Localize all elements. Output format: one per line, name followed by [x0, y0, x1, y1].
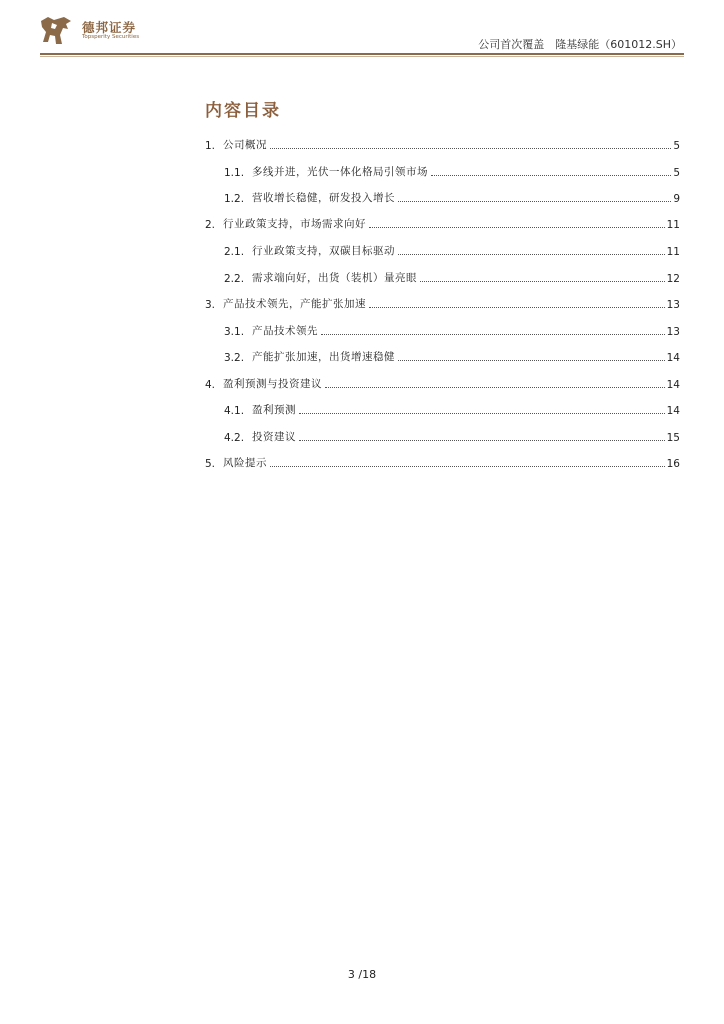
toc-entry-label: 行业政策支持，双碳目标驱动 [252, 245, 396, 257]
toc-leader-dots [321, 333, 665, 335]
toc-entry[interactable] [224, 163, 680, 179]
toc-entry-page: 11 [666, 219, 680, 231]
toc-entry-number: 1.1. [224, 167, 245, 179]
toc-entry-label: 盈利预测 [252, 404, 297, 416]
toc-entry-number: 2.1. [224, 246, 245, 258]
toc-entry-number: 4.2. [224, 432, 245, 444]
toc-entry[interactable] [224, 428, 680, 444]
toc-entry-label: 产品技术领先 [252, 325, 319, 337]
header-rule-thin [40, 56, 684, 57]
toc-leader-dots [398, 253, 665, 255]
toc-entry[interactable] [205, 454, 680, 470]
toc-entry-page: 9 [673, 193, 680, 205]
toc-entry-label: 风险提示 [223, 457, 268, 469]
toc-leader-dots [431, 174, 671, 176]
toc-entry[interactable] [224, 269, 680, 285]
toc-entry-number: 4. [205, 379, 216, 391]
toc-entry-number: 4.1. [224, 405, 245, 417]
toc-entry-number: 1.2. [224, 193, 245, 205]
toc-entry-label: 盈利预测与投资建议 [223, 378, 323, 390]
toc-entry-number: 3. [205, 299, 216, 311]
toc-entry-page: 5 [673, 167, 680, 179]
toc-leader-dots [369, 306, 665, 308]
toc-leader-dots [369, 226, 665, 228]
toc-entry-page: 14 [666, 379, 680, 391]
toc-entry-page: 16 [666, 458, 680, 470]
toc-leader-dots [270, 147, 671, 149]
toc-entry-label: 公司概况 [223, 139, 268, 151]
toc-entry[interactable] [205, 136, 680, 152]
toc-heading: 内容目录 [205, 101, 281, 121]
toc-entry[interactable] [224, 242, 680, 258]
toc-entry-page: 11 [666, 246, 680, 258]
toc-entry-number: 5. [205, 458, 216, 470]
toc-entry-number: 2. [205, 219, 216, 231]
toc-entry-label: 营收增长稳健，研发投入增长 [252, 192, 396, 204]
toc-entry-page: 13 [666, 299, 680, 311]
toc-entry-label: 产品技术领先，产能扩张加速 [223, 298, 367, 310]
toc-entry[interactable] [205, 375, 680, 391]
toc-entry-number: 1. [205, 140, 216, 152]
toc-entry-page: 15 [666, 432, 680, 444]
toc-entry-page: 14 [666, 352, 680, 364]
toc-entry-number: 3.2. [224, 352, 245, 364]
page-number: 3 /18 [347, 968, 377, 981]
toc-entry-page: 5 [673, 140, 680, 152]
logo-brand-name: 德邦证券 [82, 20, 137, 35]
toc-leader-dots [420, 280, 665, 282]
toc-entry[interactable] [224, 348, 680, 364]
toc-entry[interactable] [224, 189, 680, 205]
toc-entry-label: 产能扩张加速，出货增速稳健 [252, 351, 396, 363]
page-header [0, 0, 724, 60]
toc-entry-label: 多线并进，光伏一体化格局引领市场 [252, 166, 429, 178]
toc-entry-number: 2.2. [224, 273, 245, 285]
toc-leader-dots [299, 412, 665, 414]
toc-leader-dots [270, 465, 665, 467]
toc-entry-label: 行业政策支持，市场需求向好 [223, 218, 367, 230]
toc-entry-page: 13 [666, 326, 680, 338]
toc-leader-dots [299, 439, 665, 441]
toc-leader-dots [398, 200, 671, 202]
toc-entry-page: 14 [666, 405, 680, 417]
toc-entry-label: 需求端向好，出货（装机）量亮眼 [252, 272, 418, 284]
toc-entry[interactable] [205, 215, 680, 231]
toc-entry[interactable] [224, 322, 680, 338]
logo-brand-english: Topsperity Securities [82, 34, 140, 40]
bull-logo-icon [38, 13, 74, 47]
toc-entry-page: 12 [666, 273, 680, 285]
toc-entry[interactable] [205, 295, 680, 311]
toc-entry[interactable] [224, 401, 680, 417]
toc-leader-dots [398, 359, 665, 361]
toc-leader-dots [325, 386, 665, 388]
report-title: 公司首次覆盖 隆基绿能（601012.SH） [478, 38, 682, 51]
toc-entry-number: 3.1. [224, 326, 245, 338]
toc-entry-label: 投资建议 [252, 431, 297, 443]
header-rule [40, 53, 684, 55]
